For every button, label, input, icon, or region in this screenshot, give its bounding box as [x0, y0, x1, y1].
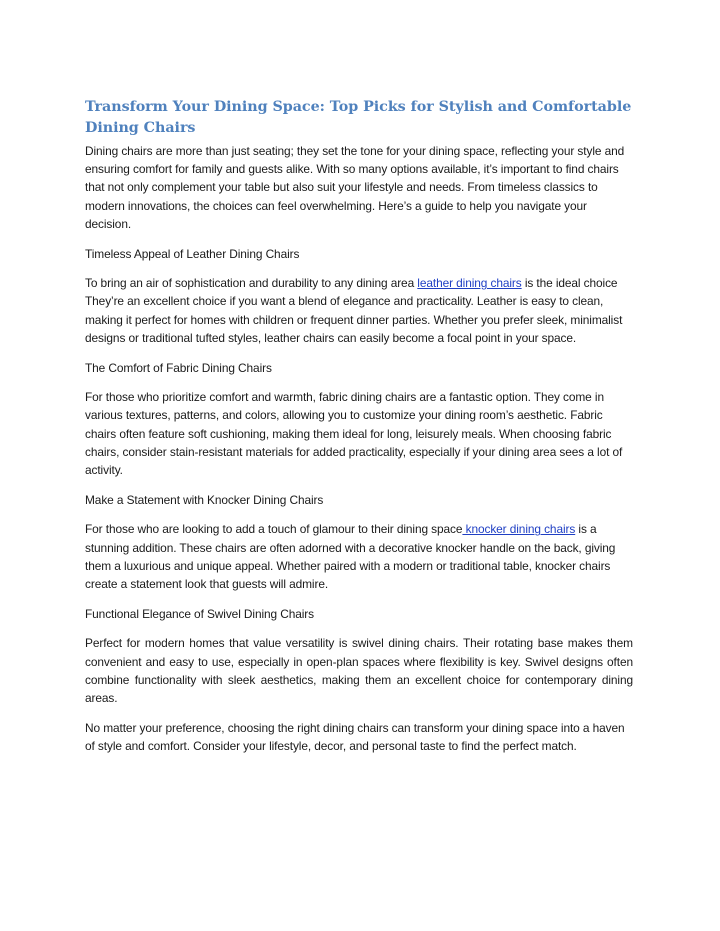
section-paragraph-swivel: Perfect for modern homes that value versatility is swivel dining chairs. Their rotating base makes them convenient and easy to use, especially in open-plan spaces where flexibility is key. Swivel designs often combine functionality with sleek aesthetics, making them an excellent choice for contemporary dining areas.: [85, 636, 633, 706]
paragraph-text: is a stunning addition. These chairs are often adorned with a decorative knocker handle on the back, giving them a luxurious and unique appeal. Whether paired with a modern or traditional table, knocker chairs create a statement look that guests will admire.: [85, 522, 616, 592]
document-page: [85, 97, 633, 767]
section-heading-leather: Timeless Appeal of Leather Dining Chairs: [85, 246, 300, 261]
conclusion-paragraph: No matter your preference, choosing the right dining chairs can transform your dining space into a haven of style and comfort. Consider your lifestyle, decor, and personal taste to find the perfect match.: [85, 720, 625, 753]
paragraph-text: is the ideal choice They’re an excellent choice if you want a blend of elegance and practicality. Leather is easy to clean, making it perfect for homes with children or frequent dinner parties. Whether you prefer sleek, minimalist designs or traditional tufted styles, leather chairs can easily become a focal point in your space.: [85, 276, 623, 345]
section-heading-swivel: Functional Elegance of Swivel Dining Chairs: [85, 606, 315, 621]
section-paragraph-knocker: [85, 520, 633, 593]
section-heading-fabric: The Comfort of Fabric Dining Chairs: [85, 360, 272, 375]
section-heading-knocker: Make a Statement with Knocker Dining Chairs: [85, 492, 324, 507]
paragraph-text: To bring an air of sophistication and durability to any dining area: [85, 276, 418, 291]
knocker-dining-chairs-link[interactable]: knocker dining chairs: [462, 522, 576, 537]
intro-paragraph: Dining chairs are more than just seating; they set the tone for your dining space, reflecting your style and ensuring comfort for family and guests alike. With so many options available, it’s important to find chairs that not only complement your table but also suit your lifestyle and needs. From timeless classics to modern innovations, the choices can feel overwhelming. Here’s a guide to help you navigate your decision.: [85, 144, 625, 231]
article-title: Transform Your Dining Space: Top Picks for Stylish and Comfortable Dining Chairs: [85, 99, 632, 136]
section-paragraph-leather: [85, 274, 633, 347]
leather-dining-chairs-link[interactable]: leather dining chairs: [417, 276, 522, 291]
paragraph-text: For those who are looking to add a touch of glamour to their dining space: [85, 522, 463, 537]
section-paragraph-fabric: For those who prioritize comfort and warmth, fabric dining chairs are a fantastic option. They come in various textures, patterns, and colors, allowing you to customize your dining room’s aesthetic. Fabric chairs often feature soft cushioning, making them ideal for long, leisurely meals. When choosing fabric chairs, consider stain-resistant materials for added practicality, especially if your dining area sees a lot of activity.: [85, 390, 623, 478]
